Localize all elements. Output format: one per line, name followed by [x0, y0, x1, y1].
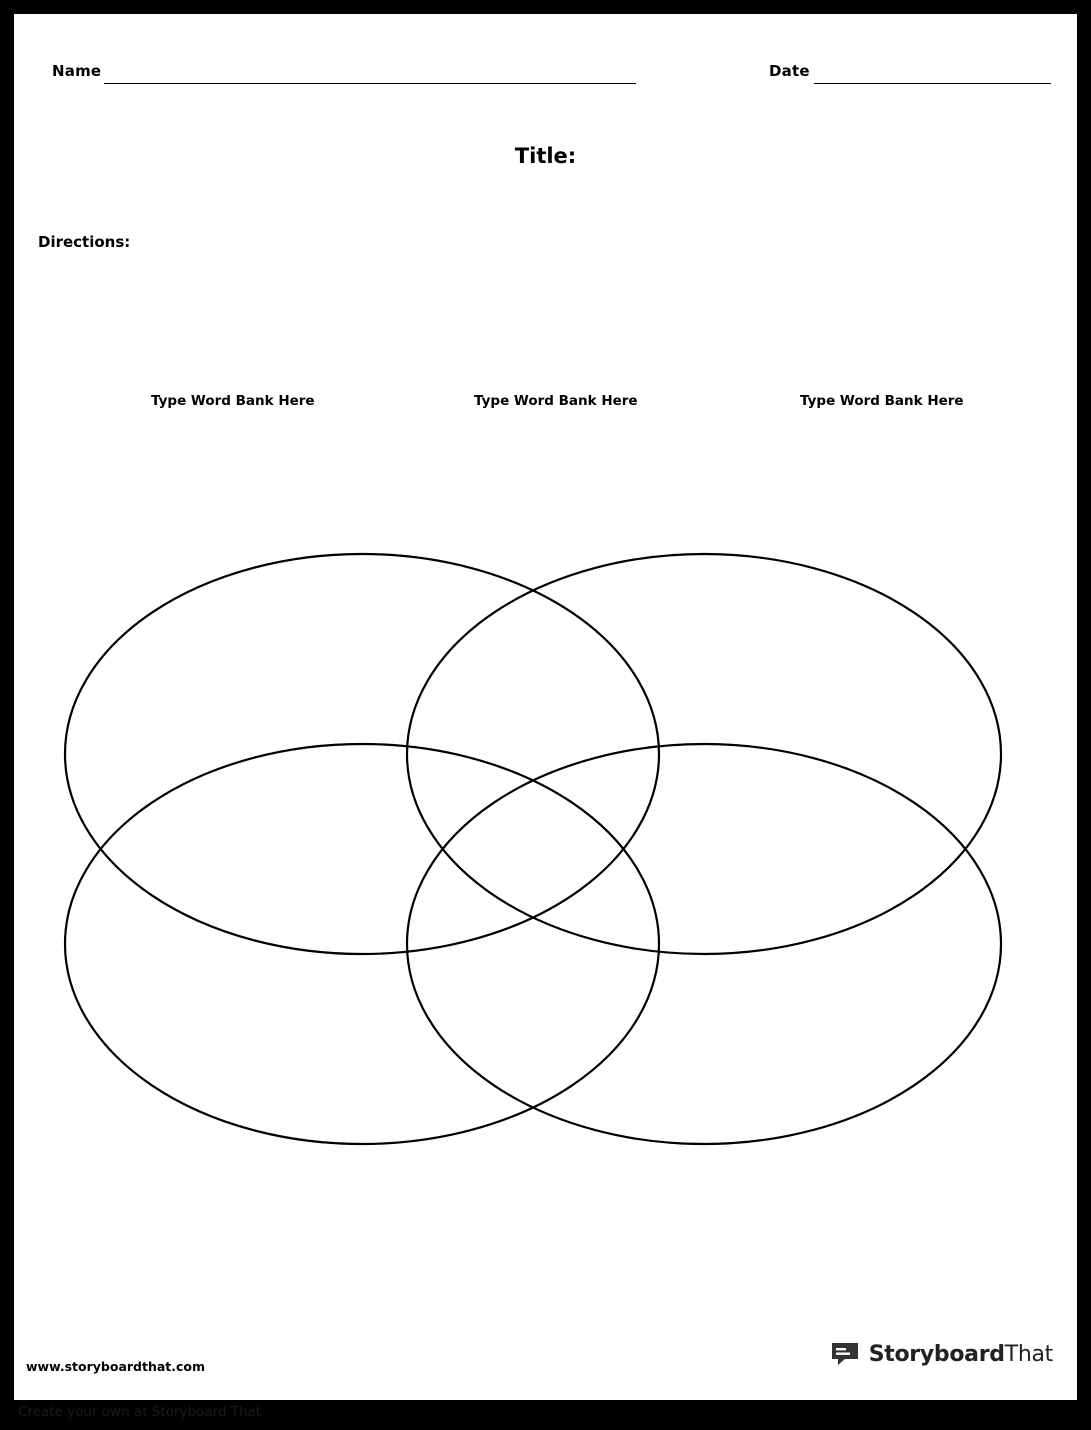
- date-input-line[interactable]: [814, 83, 1051, 84]
- brand-text-part1: Storyboard: [868, 1341, 1005, 1367]
- date-label: Date: [769, 62, 810, 80]
- name-input-line[interactable]: [104, 83, 636, 84]
- word-bank-2[interactable]: Type Word Bank Here: [474, 393, 638, 409]
- brand-logo: [830, 1341, 1053, 1367]
- brand-text: [869, 1342, 1053, 1367]
- brand-text-part2: That: [1004, 1341, 1053, 1367]
- header-row: [14, 62, 1077, 102]
- directions-label[interactable]: Directions:: [38, 233, 131, 251]
- venn-diagram: [14, 514, 1077, 1254]
- worksheet-page: [14, 14, 1077, 1400]
- venn-ellipse-top-right: [407, 554, 1001, 954]
- footer-url[interactable]: www.storyboardthat.com: [26, 1359, 206, 1374]
- speech-bubble-icon: [830, 1341, 860, 1367]
- word-bank-1[interactable]: Type Word Bank Here: [151, 393, 315, 409]
- bottom-note: Create your own at Storyboard That: [18, 1404, 262, 1420]
- venn-ellipse-bottom-right: [407, 744, 1001, 1144]
- name-label: Name: [52, 62, 102, 80]
- page-title[interactable]: Title:: [514, 144, 577, 168]
- venn-ellipse-top-left: [65, 554, 659, 954]
- venn-ellipse-bottom-left: [65, 744, 659, 1144]
- bottom-strip: [0, 1400, 1091, 1430]
- word-bank-3[interactable]: Type Word Bank Here: [800, 393, 964, 409]
